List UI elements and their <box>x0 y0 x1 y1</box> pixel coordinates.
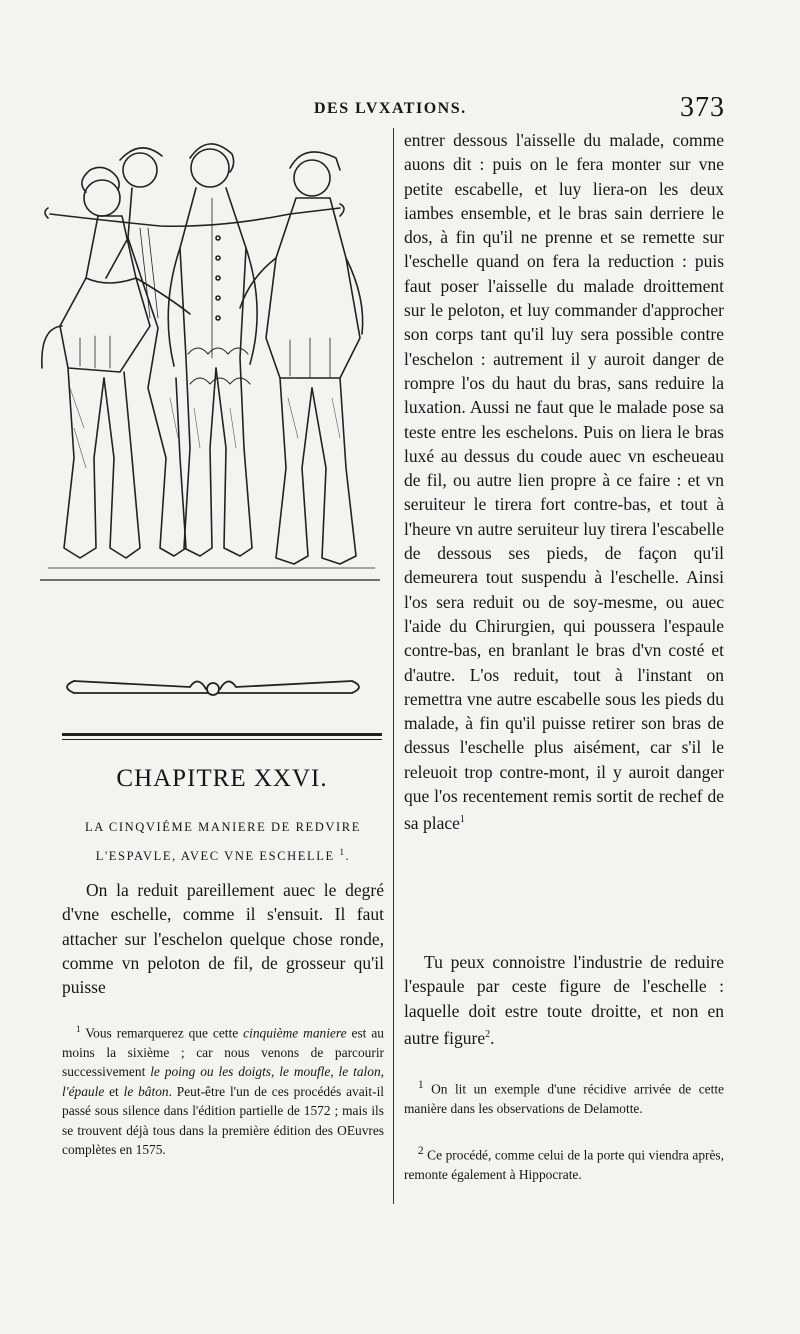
right-body-text-2 <box>404 950 724 1050</box>
subtitle-end: . <box>345 849 351 864</box>
ladder-reduction-engraving-icon <box>40 128 380 588</box>
subtitle-footnote-marker: 1 <box>339 847 346 857</box>
left-footnote-marker: 1 <box>76 1024 81 1034</box>
right-body-main: entrer dessous l'aisselle du malade, comme auons dit : puis on le fera monter sur vne petite escabelle, et luy liera-on les deux iambes ensemble, et le bras sain derriere le dos, à fin qu'il ne prenne et se remette sur l'eschelle quand on fera la reduction : puis faut poser l'aisselle du malade droittement sur le peloton, et luy commander d'approcher son corps tant qu'il luy sera possible contre l'eschelon : autrement il y auroit danger de rompre l'os du haut du bras, sans reduire la luxation. Aussi ne faut que le malade pose sa teste entre les eschelons. Puis on liera le bras luxé au dessus du coude auec vn escheueau de fil, ou autre lien propre à ce faire : et vn seruiteur le tirera fort contre-bas, et tout à l'heure vn autre seruiteur luy tirera l'escabelle de dessous ses pieds, de façon qu'il demeurera tout suspendu à l'eschelle. Ainsi l'os sera reduit ou de soy-mesme, ou auec l'aide du Chirurgien, qui poussera l'espaule contre-bas, en branlant le bras d'vn costé et d'autre. L'os reduit, tout à l'instant on remettra vne autre escabelle sous les pieds du malade, à fin qu'il puisse retirer son bras de dessus l'eschelle plus aisément, car s'il le releuoit trop contre-mont, il y auroit danger que l'os recentement remis sortit de rechef de sa place <box>404 130 724 834</box>
right-body-2-main: Tu peux connoistre l'industrie de reduire l'espaule par ceste figure de l'eschelle : laquelle doit estre toute droitte, et non en autre figure <box>404 952 724 1048</box>
left-footnote-italic-1: cinquième maniere <box>243 1025 347 1041</box>
left-footnote-part-1: Vous remarquerez que cette <box>80 1025 244 1041</box>
right-footnote-2-marker: 2 <box>418 1145 424 1157</box>
right-footnote-1 <box>404 1076 724 1118</box>
left-footnote-part-2: est au moins la sixième ; car nous venons de parcourir successivement <box>62 1025 384 1080</box>
right-footnote-1-marker: 1 <box>418 1079 424 1091</box>
right-body-text <box>404 128 724 835</box>
left-footnote-italic-3: le bâton <box>123 1083 169 1099</box>
left-footnote-part-3: et <box>104 1083 124 1099</box>
page-number: 373 <box>680 92 725 123</box>
left-body-text: On la reduit pareillement auec le degré d'vne eschelle, comme il s'ensuit. Il faut attacher sur l'eschelon quelque chose ronde, comme vn peloton de fil, de grosseur qu'il puisse <box>62 880 384 998</box>
column-divider <box>393 128 394 1204</box>
subtitle-line-1: LA CINQVIÉME MANIERE DE REDVIRE <box>85 820 361 834</box>
right-body-footnote-marker: 1 <box>459 814 465 826</box>
chapter-title: CHAPITRE XXVI. <box>116 765 328 792</box>
left-footnote-italic-2: le poing ou les doigts, le moufle, le talon, l'épaule <box>62 1064 384 1099</box>
chapter-subtitle <box>62 815 384 869</box>
left-footnote <box>62 1020 384 1160</box>
ladder-rung-with-ball-icon <box>60 665 365 710</box>
right-footnote-2 <box>404 1142 724 1184</box>
right-body-2-footnote-marker: 2 <box>485 1028 491 1040</box>
running-head: DES LVXATIONS. <box>314 100 467 117</box>
chapter-rule <box>62 733 382 736</box>
right-body-2-end: . <box>490 1027 495 1048</box>
subtitle-line-2: L'ESPAVLE, AVEC VNE ESCHELLE <box>95 849 335 864</box>
left-footnote-part-4: . Peut-être l'un de ces procédés avait-il passé sous silence dans l'édition partielle de 1572 ; mais ils se trouvent déjà tous dans la première édition des OEuvres complètes en 1575. <box>62 1083 385 1158</box>
right-footnote-2-text: Ce procédé, comme celui de la porte qui viendra après, remonte également à Hippocrate. <box>404 1147 724 1182</box>
right-footnote-1-text: On lit un exemple d'une récidive arrivée de cette manière dans les observations de Delamotte. <box>404 1081 724 1116</box>
